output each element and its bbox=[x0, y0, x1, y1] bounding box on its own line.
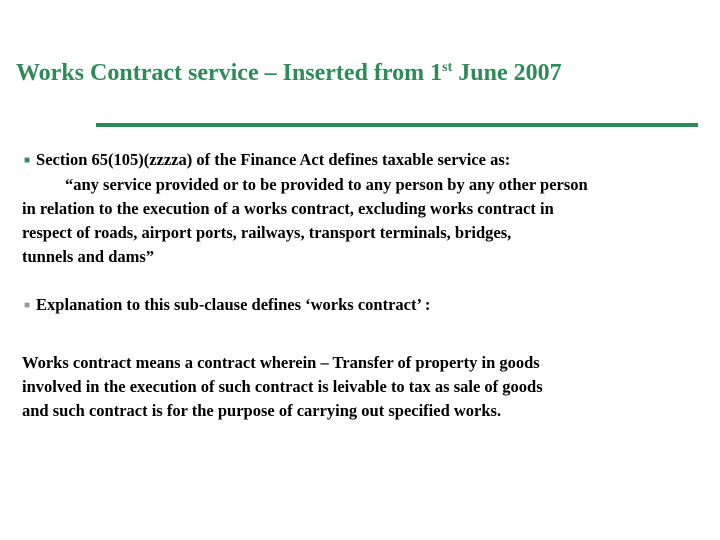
paragraph-line-3: and such contract is for the purpose of carrying out specified works. bbox=[22, 401, 502, 420]
definition-line-1: Section 65(105)(zzzza) of the Finance Act defines taxable service as: bbox=[36, 150, 511, 169]
bullet-line bbox=[22, 293, 702, 318]
works-contract-paragraph bbox=[22, 351, 702, 423]
title-superscript: st bbox=[442, 60, 453, 75]
definition-line-4: respect of roads, airport ports, railways, transport terminals, bridges, bbox=[22, 223, 512, 243]
title-date: June 2007 bbox=[452, 60, 562, 86]
definition-line-2: “any service provided or to be provided to any person by any other person bbox=[65, 175, 588, 195]
paragraph-line-1: Works contract means a contract wherein – Transfer of property in goods bbox=[22, 353, 540, 372]
definition-line-3: in relation to the execution of a works contract, excluding works contract in bbox=[22, 199, 554, 219]
bullet-line bbox=[22, 148, 702, 173]
square-bullet-icon: ■ bbox=[24, 155, 31, 167]
square-bullet-icon: ■ bbox=[24, 300, 31, 312]
paragraph-line-2: involved in the execution of such contract is leivable to tax as sale of goods bbox=[22, 377, 543, 396]
slide-title bbox=[16, 60, 562, 87]
bullet-definition bbox=[22, 148, 702, 269]
explanation-text: Explanation to this sub-clause defines ‘works contract’ : bbox=[36, 295, 431, 314]
title-divider bbox=[96, 123, 698, 127]
definition-line-5: tunnels and dams” bbox=[22, 247, 155, 267]
title-main: Works Contract service – Inserted from 1 bbox=[16, 60, 443, 86]
bullet-explanation bbox=[22, 293, 702, 318]
